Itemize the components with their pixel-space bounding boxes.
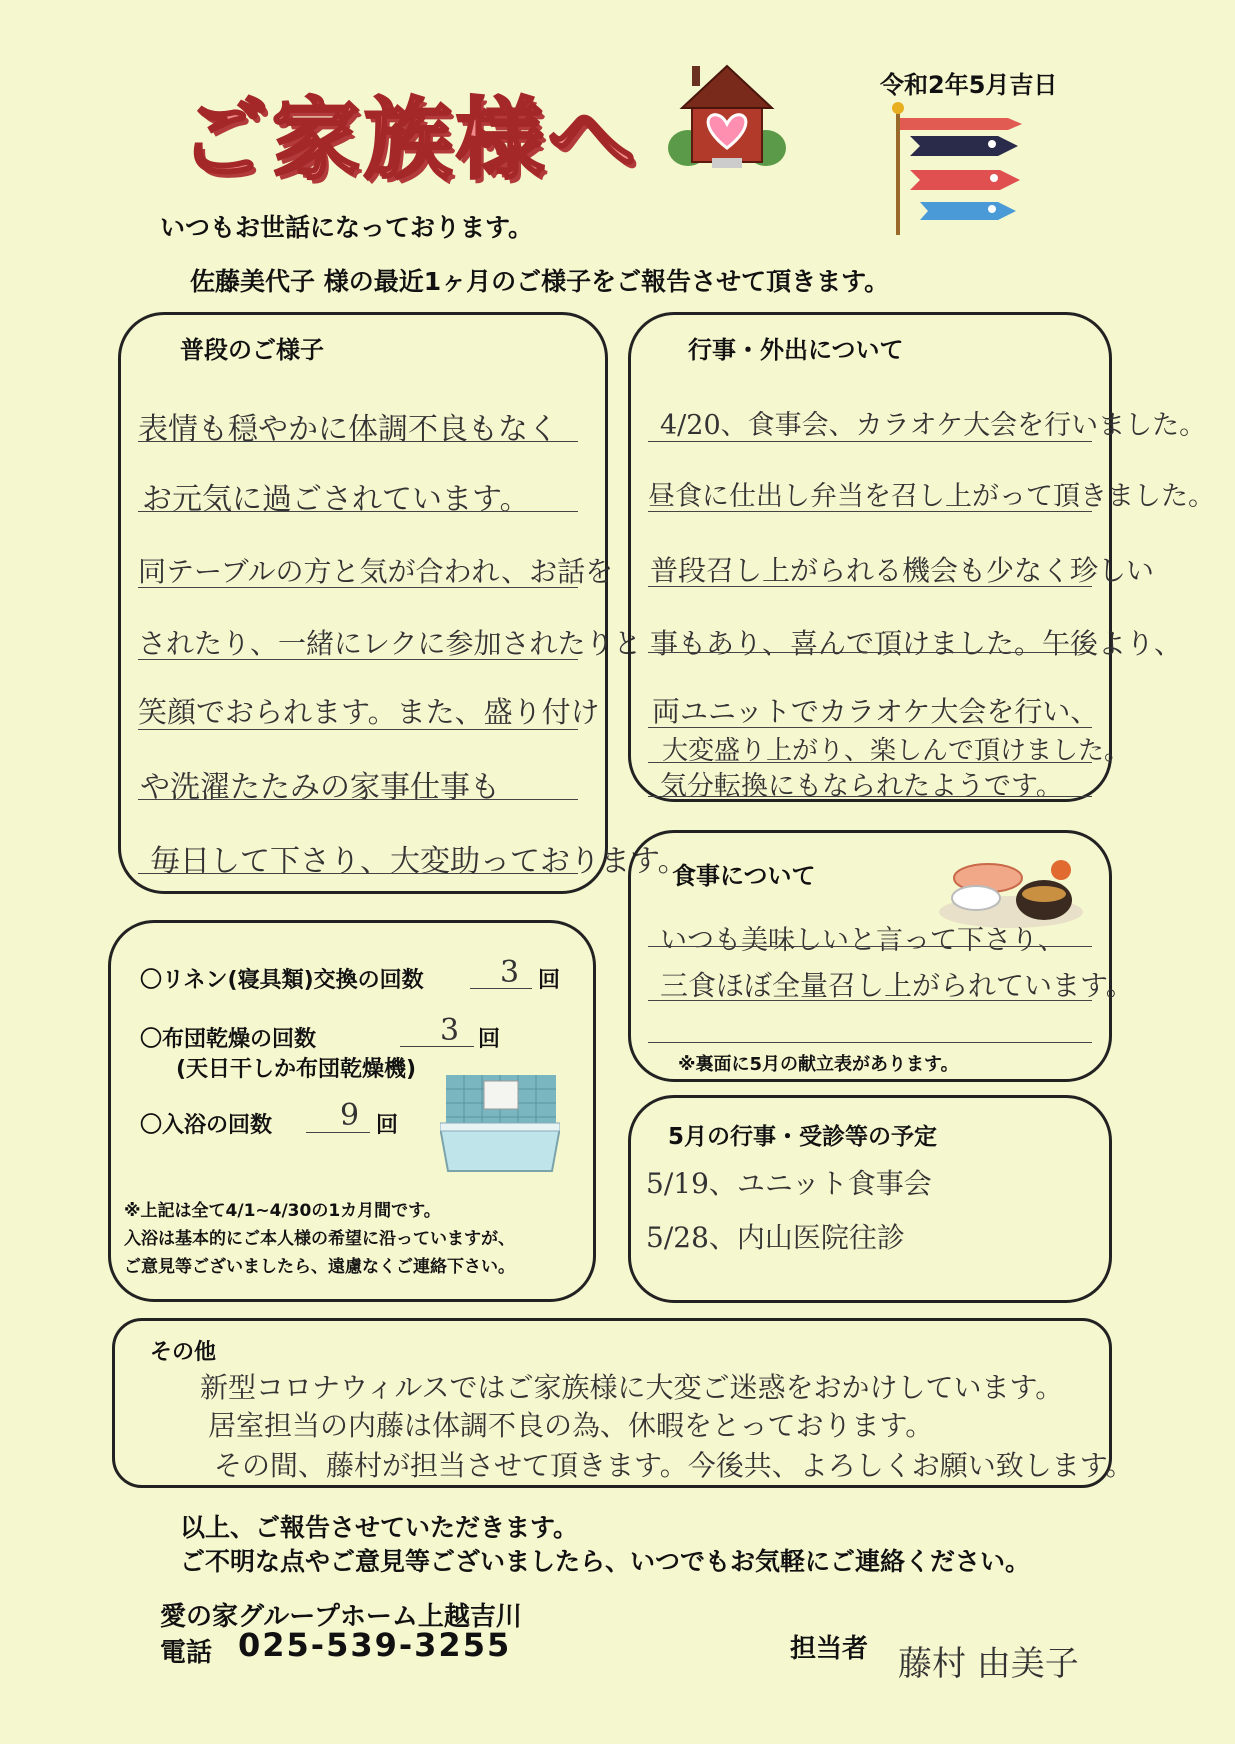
events-line-5: 両ユニットでカラオケ大会を行い、 — [652, 695, 1099, 728]
futon-sub: (天日干しか布団乾燥機) — [176, 1057, 417, 1082]
events-line-3: 普段召し上がられる機会も少なく珍しい — [650, 554, 1155, 587]
phone-number: 025-539-3255 — [238, 1626, 512, 1664]
greeting-line-2: 佐藤美代子 様の最近1ヶ月のご様子をご報告させて頂きます。 — [190, 267, 890, 296]
staff-label: 担当者 — [790, 1634, 869, 1664]
futon-unit: 回 — [478, 1027, 501, 1052]
other-line-3: その間、藤村が担当させて頂きます。今後共、よろしくお願い致します。 — [214, 1449, 1134, 1482]
bath-unit: 回 — [376, 1113, 399, 1138]
linen-unit: 回 — [538, 968, 561, 993]
daily-line-7: 毎日して下さり、大変助っております。 — [150, 844, 688, 879]
closing-line-2: ご不明な点やご意見等ございましたら、いつでもお気軽にご連絡ください。 — [180, 1547, 1031, 1576]
schedule-line-1: 5/19、ユニット食事会 — [646, 1167, 932, 1200]
staff-name: 藤村 由美子 — [898, 1644, 1079, 1684]
daily-line-4: されたり、一緒にレクに参加されたりと — [138, 627, 642, 660]
daily-line-6: や洗濯たたみの家事仕事も — [140, 770, 500, 805]
other-line-1: 新型コロナウィルスではご家族様に大変ご迷惑をおかけしています。 — [200, 1371, 1064, 1404]
facility-name: 愛の家グループホーム上越吉川 — [160, 1602, 522, 1632]
events-heading: 行事・外出について — [688, 336, 904, 364]
meals-line-1: いつも美味しいと言って下さり、 — [660, 925, 1065, 956]
counts-note-3: ご意見等ございましたら、遠慮なくご連絡下さい。 — [124, 1257, 515, 1277]
meals-heading: 食事について — [672, 862, 816, 890]
daily-section — [118, 312, 608, 894]
schedule-heading: 5月の行事・受診等の予定 — [668, 1124, 938, 1150]
linen-value: 3 — [500, 955, 520, 990]
greeting-line-1: いつもお世話になっております。 — [160, 213, 534, 242]
events-line-7: 気分転換にもなられたようです。 — [660, 771, 1063, 802]
phone-label: 電話 — [160, 1638, 213, 1668]
koinobori-icon — [888, 100, 1028, 235]
page-title: ご家族様へ — [180, 88, 641, 191]
events-line-1: 4/20、食事会、カラオケ大会を行いました。 — [660, 410, 1207, 441]
other-line-2: 居室担当の内藤は体調不良の為、休暇をとっております。 — [208, 1409, 934, 1442]
counts-note-1: ※上記は全て4/1~4/30の1カ月間です。 — [124, 1201, 441, 1221]
futon-label: 〇布団乾燥の回数 — [140, 1027, 317, 1052]
daily-heading: 普段のご様子 — [180, 336, 324, 364]
issue-date: 令和2年5月吉日 — [880, 71, 1058, 99]
daily-line-3: 同テーブルの方と気が合われ、お話を — [138, 555, 614, 588]
counts-note-2: 入浴は基本的にご本人様の希望に沿っていますが、 — [124, 1229, 515, 1249]
events-line-2: 昼食に仕出し弁当を召し上がって頂きました。 — [648, 481, 1215, 512]
daily-line-5: 笑顔でおられます。また、盛り付け — [138, 695, 600, 729]
bath-label: 〇入浴の回数 — [140, 1113, 273, 1138]
schedule-line-2: 5/28、内山医院往診 — [646, 1221, 905, 1254]
daily-line-1: 表情も穏やかに体調不良もなく — [138, 412, 558, 447]
bath-value: 9 — [340, 1098, 360, 1133]
futon-value: 3 — [440, 1013, 460, 1048]
bathtub-icon — [440, 1075, 560, 1175]
daily-line-2: お元気に過ごされています。 — [142, 482, 530, 517]
meals-note: ※裏面に5月の献立表があります。 — [678, 1054, 959, 1075]
house-heart-icon — [668, 60, 786, 172]
meals-line-2: 三食ほぼ全量召し上がられています。 — [660, 969, 1134, 1002]
other-heading: その他 — [150, 1340, 217, 1365]
events-line-6: 大変盛り上がり、楽しんで頂けました。 — [662, 736, 1131, 766]
closing-line-1: 以上、ご報告させていただきます。 — [180, 1513, 579, 1542]
linen-label: 〇リネン(寝具類)交換の回数 — [140, 968, 424, 993]
events-line-4: 事もあり、喜んで頂けました。午後より、 — [650, 627, 1183, 660]
